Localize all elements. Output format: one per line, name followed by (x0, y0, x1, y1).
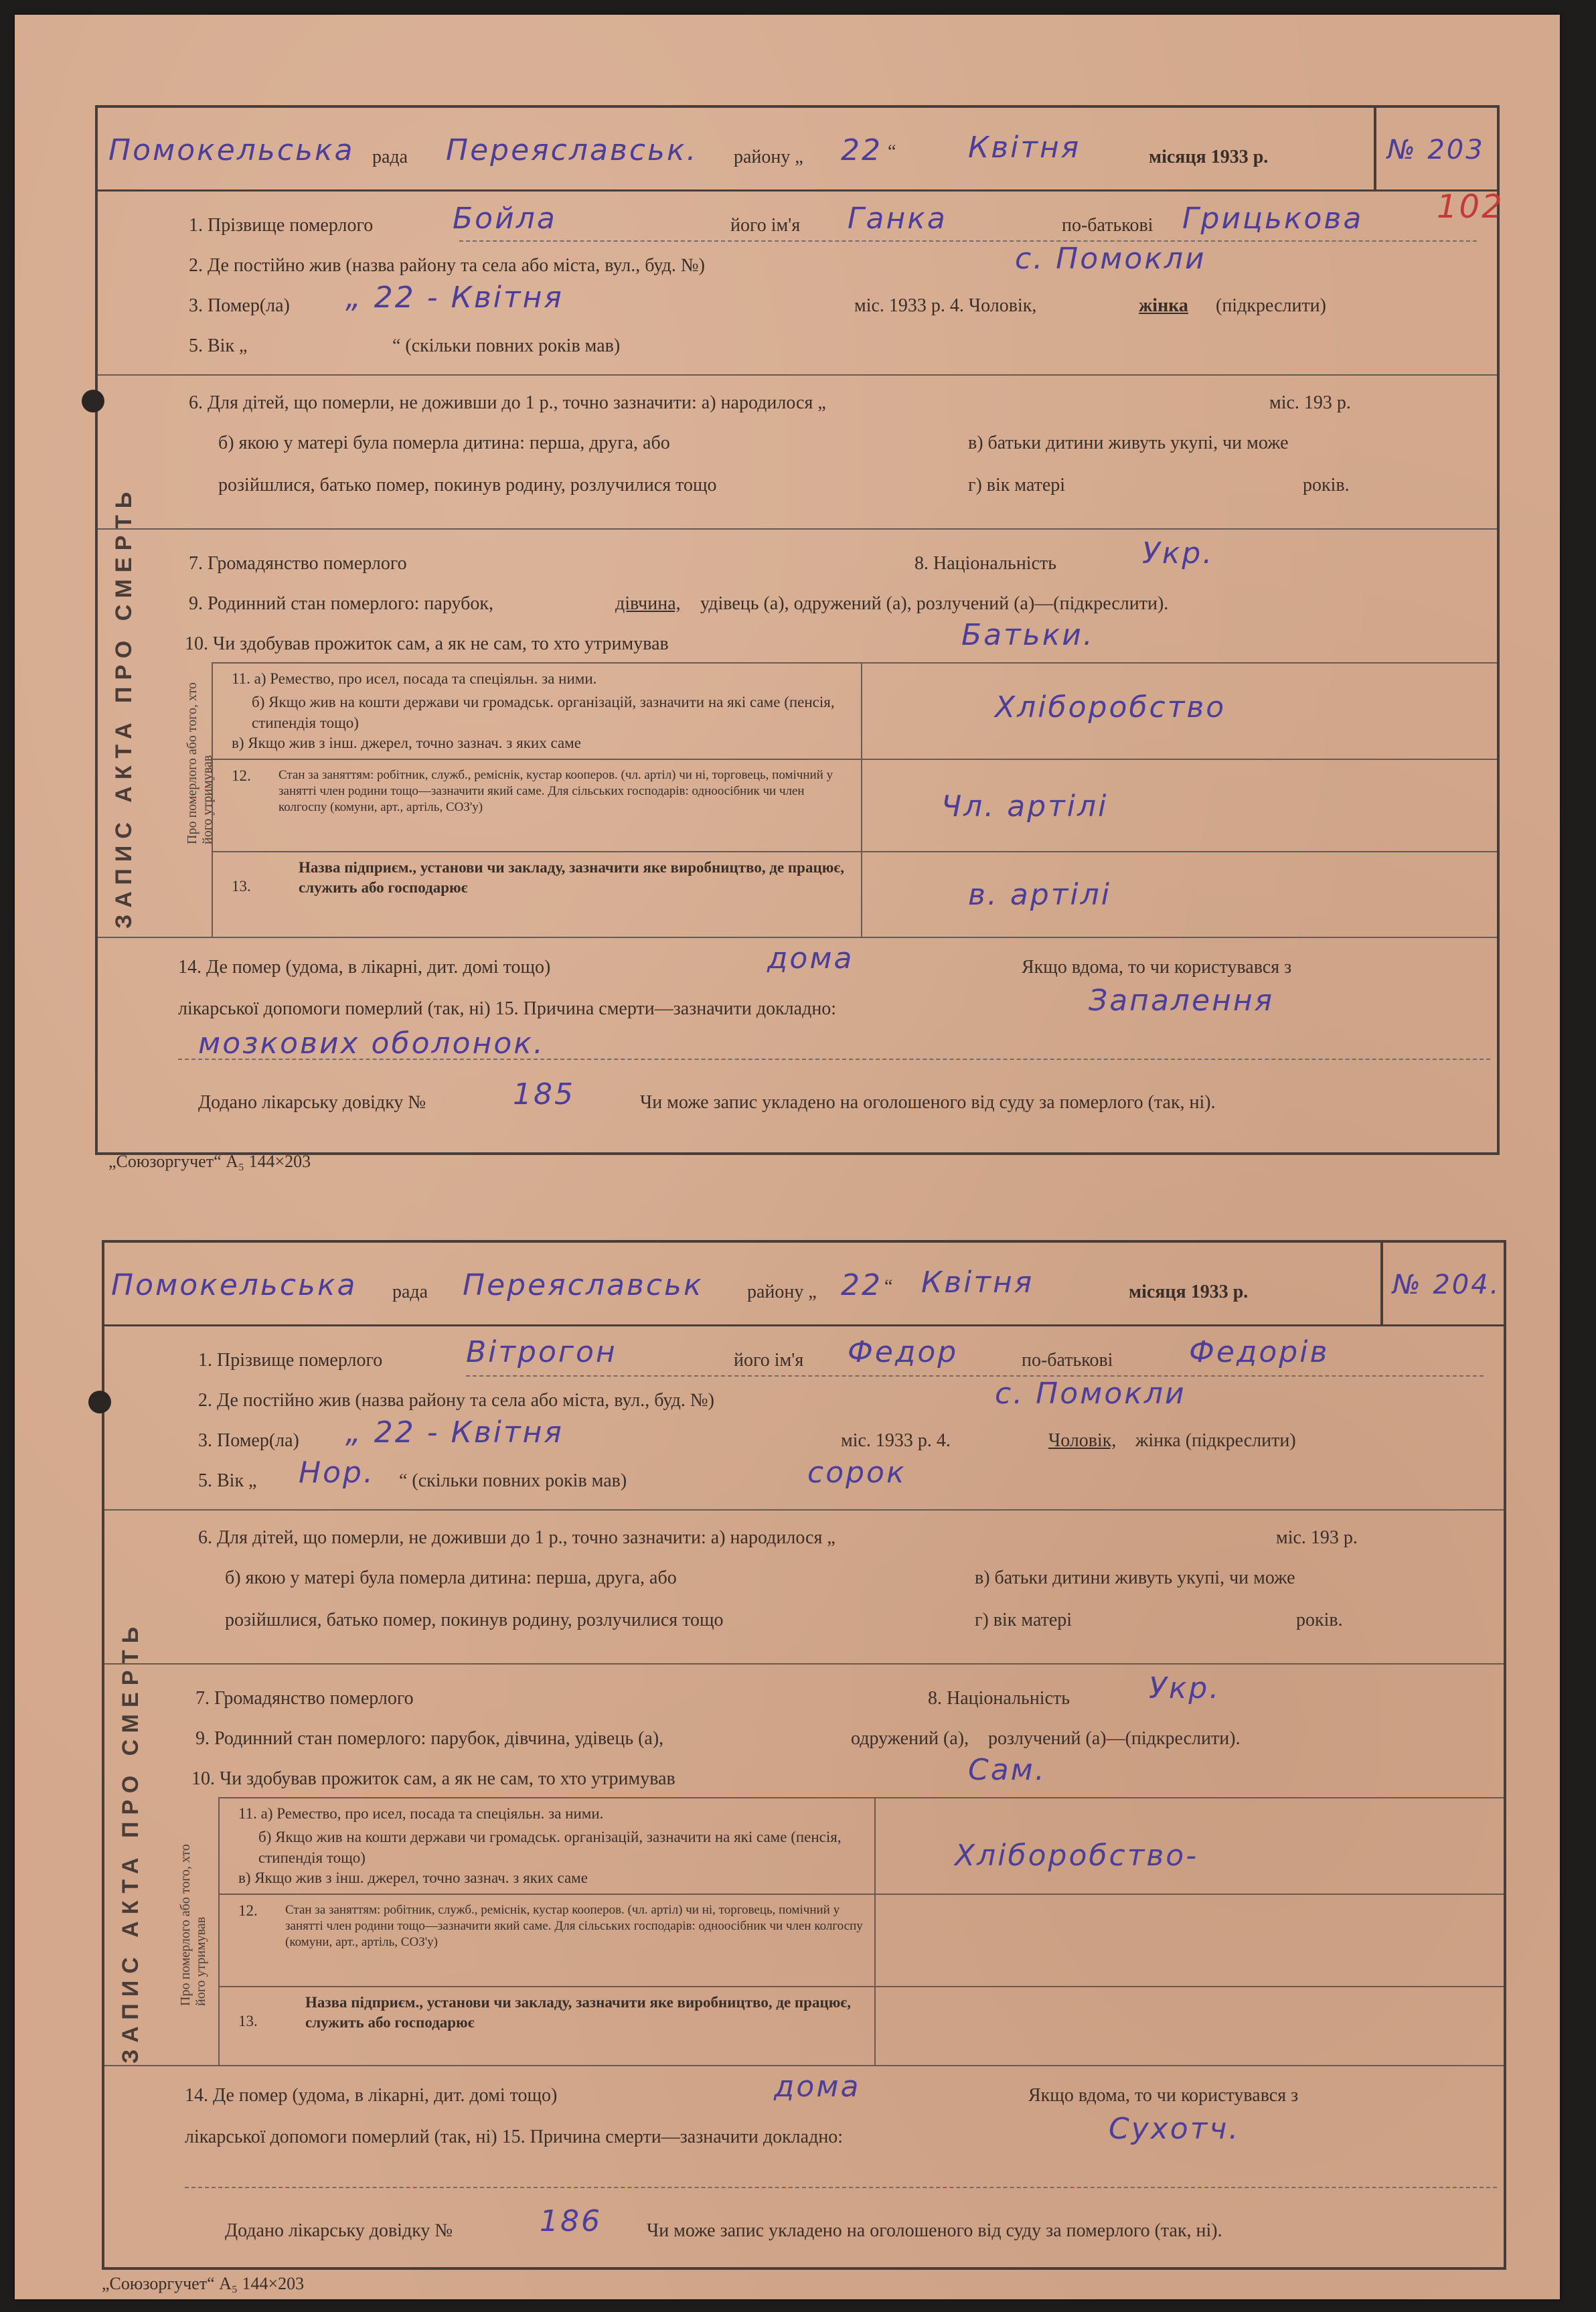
certificate-label: Додано лікарську довідку № (198, 1092, 426, 1113)
first-name: Федор (848, 1335, 959, 1369)
printer-mark: „Союзоргучет“ А₅ 144×203 (102, 2274, 305, 2293)
mother-age-label: г) вік матері (968, 475, 1066, 495)
marital-label: 9. Родинний стан померлого: парубок, дівчина, удівець (а), (195, 1728, 664, 1749)
infant-a-month: міс. 193 р. (1276, 1527, 1358, 1548)
sex-male-underlined: Чоловік, (1048, 1430, 1117, 1451)
age-hint: “ (скільки повних років мав) (399, 1470, 627, 1491)
month: Квітня (921, 1265, 1034, 1300)
died-label: 3. Помер(ла) (198, 1430, 299, 1451)
status-number: 12. (238, 1902, 258, 1919)
certificate-number: 186 (540, 2204, 602, 2238)
status-text: Стан за заняттям: робітник, служб., реміснік, кустар кооперов. (чл. артіл) чи ні, торговець, помічний у занятті член родини тощо—зазначити який саме. Для сільських господарів: одноосібник чи член колгоспу (комуни, арт., артіль, СОЗ'у) (285, 1903, 863, 1949)
citizenship-label: 7. Громадянство померлого (195, 1688, 414, 1709)
record-number: № 204. (1392, 1269, 1501, 1300)
infant-b-label: б) якою у матері була померла дитина: перша, друга, або (218, 433, 670, 453)
nationality-label: 8. Національність (928, 1688, 1070, 1709)
patronymic: Федорів (1189, 1335, 1330, 1369)
infant-c-label: розійшлися, батько помер, покинув родину, розлучилися тощо (218, 475, 717, 495)
archival-sheet (15, 15, 1560, 2299)
rayonu-label: району „ (734, 147, 803, 167)
infant-a-label: 6. Для дітей, що померли, не доживши до 1 р., точно зазначити: а) народилося „ (189, 392, 826, 413)
name-label: його ім'я (730, 215, 801, 236)
infant-b2-label: в) батьки дитини живуть укупі, чи може (968, 433, 1289, 453)
workplace-answer: в. артілі (968, 878, 1111, 912)
supported-by: Сам. (968, 1753, 1046, 1787)
occupation: Хліборобство- (955, 1839, 1199, 1873)
month-year-label: місяця 1933 р. (1129, 1282, 1249, 1302)
supported-by-label: 10. Чи здобував прожиток сам, а як не сам, то хто утримував (191, 1768, 675, 1789)
occupation-a: 11. а) Ремество, про исел, посада та спеціяльн. за ними. (232, 670, 597, 687)
record-number-box (1380, 1243, 1504, 1324)
residence: с. Помокли (1015, 242, 1206, 276)
occupation: Хліборобство (995, 690, 1226, 724)
cause-of-death: Сухотч. (1109, 2112, 1241, 2146)
age-label: 5. Вік „ (198, 1470, 257, 1491)
cause-of-death-cont: мозкових оболонок. (198, 1026, 545, 1061)
form-header (98, 108, 1497, 191)
sex-hint: (підкреслити) (1216, 295, 1326, 316)
side-title: ЗАПИС АКТА ПРО СМЕРТЬ (118, 1620, 143, 2064)
death-record-form-2 (102, 1240, 1506, 2270)
residence: с. Помокли (995, 1377, 1186, 1411)
marital-label: 9. Родинний стан померлого: парубок, (189, 593, 493, 614)
death-place-label: 14. Де помер (удома, в лікарні, дит. домі тощо) (178, 957, 551, 978)
court-label: Чи може запис укладено на оголошеного від суду за померлого (так, ні). (640, 1092, 1216, 1113)
patronymic-label: по-батькові (1022, 1350, 1113, 1371)
nationality: Укр. (1142, 536, 1214, 570)
age-hint: “ (скільки повних років мав) (392, 335, 621, 356)
cause-of-death: Запалення (1089, 984, 1275, 1018)
surname-label: 1. Прізвище померлого (198, 1350, 383, 1371)
status-text: Стан за заняттям: робітник, служб., реміснік, кустар кооперов. (чл. артіл) чи ні, торговець, помічний у занятті член родини тощо—зазначити який саме. Для сільських господарів: одноосібник чи член колгоспу (комуни, арт., артіль, СОЗ'у) (278, 768, 833, 814)
printer-mark: „Союзоргучет“ А₅ 144×203 (108, 1152, 311, 1171)
certificate-number: 185 (513, 1077, 575, 1111)
marital-girl-underlined: дівчина, (615, 593, 681, 614)
day: 22 (841, 133, 882, 167)
death-record-form-1 (95, 105, 1504, 1155)
district-name: Переяславськ. (446, 133, 698, 167)
form-header (104, 1243, 1504, 1326)
age-note: Нор. (299, 1456, 375, 1490)
record-number-box (1374, 108, 1497, 189)
years-label: років. (1303, 475, 1350, 495)
village-council: Помокельська (111, 1268, 357, 1302)
marital-options: розлучений (а)—(підкреслити). (988, 1728, 1241, 1749)
workplace-text: Назва підприєм., установи чи закладу, зазначити яке виробництво, де працює, служить або господарює (299, 859, 844, 896)
mother-age-label: г) вік матері (975, 1610, 1072, 1630)
infant-b-label: б) якою у матері була померла дитина: перша, друга, або (225, 1567, 677, 1588)
age-label: 5. Вік „ (189, 335, 248, 356)
cause-label: лікарської допомоги померлий (так, ні) 15. Причина смерти—зазначити докладно: (178, 998, 837, 1019)
marital-married: одружений (а), (851, 1728, 969, 1749)
village-council: Помокельська (108, 133, 355, 167)
occupation-b: б) Якщо жив на кошти держави чи громадськ. організацій, зазначити на які саме (пенсія, стипендія тощо) (252, 694, 835, 731)
side-title: ЗАПИС АКТА ПРО СМЕРТЬ (111, 485, 137, 929)
age: сорок (807, 1456, 906, 1490)
day: 22 (841, 1268, 882, 1302)
cause-label: лікарської допомоги померлий (так, ні) 15. Причина смерти—зазначити докладно: (185, 2127, 844, 2147)
rada-label: рада (392, 1282, 428, 1302)
infant-c-label: розійшлися, батько помер, покинув родину, розлучилися тощо (225, 1610, 724, 1630)
sex-female-underlined: жінка (1139, 295, 1188, 316)
quote-close: “ (884, 1276, 893, 1297)
district-name: Переяславськ (463, 1268, 704, 1302)
home-care-label: Якщо вдома, то чи користувався з (1022, 957, 1292, 978)
occupation-c: в) Якщо жив з інш. джерел, точно зазнач. з яких саме (238, 1869, 588, 1886)
status-number: 12. (232, 767, 251, 784)
nationality-label: 8. Національність (914, 553, 1057, 574)
red-annotation: 102 (1437, 188, 1504, 226)
status-answer: Чл. артілі (941, 789, 1109, 824)
month-year-label: місяця 1933 р. (1149, 147, 1269, 167)
court-label: Чи може запис укладено на оголошеного від суду за померлого (так, ні). (647, 2220, 1222, 2241)
first-name: Ганка (848, 202, 947, 236)
marital-options: удівець (а), одружений (а), розлучений (а)—(підкреслити). (700, 593, 1169, 614)
record-number: № 203 (1387, 135, 1485, 165)
residence-label: 2. Де постійно жив (назва району та села або міста, вул., буд. №) (189, 255, 705, 276)
occupation-b: б) Якщо жив на кошти держави чи громадськ. організацій, зазначити на які саме (пенсія, стипендія тощо) (258, 1829, 842, 1866)
patronymic: Грицькова (1182, 202, 1364, 236)
quote-close: “ (888, 141, 896, 162)
death-place: дома (774, 2070, 861, 2104)
supported-by-label: 10. Чи здобував прожиток сам, а як не сам, то хто утримував (185, 633, 669, 654)
died-month-label: міс. 1933 р. 4. Чоловік, (854, 295, 1037, 316)
sex-hint: жінка (підкреслити) (1135, 1430, 1296, 1451)
surname: Бойла (453, 202, 557, 236)
punch-hole (88, 1391, 111, 1413)
residence-label: 2. Де постійно жив (назва району та села або міста, вул., буд. №) (198, 1390, 714, 1411)
surname-label: 1. Прізвище померлого (189, 215, 374, 236)
occupation-c: в) Якщо жив з інш. джерел, точно зазнач. з яких саме (232, 735, 581, 751)
years-label: років. (1296, 1610, 1343, 1630)
supported-by: Батьки. (961, 618, 1095, 652)
infant-a-month: міс. 193 р. (1269, 392, 1351, 413)
nationality: Укр. (1149, 1671, 1221, 1705)
punch-hole (82, 390, 104, 412)
infant-a-label: 6. Для дітей, що померли, не доживши до 1 р., точно зазначити: а) народилося „ (198, 1527, 835, 1548)
workplace-text: Назва підприєм., установи чи закладу, зазначити яке виробництво, де працює, служить або господарює (305, 1994, 851, 2031)
died-label: 3. Помер(ла) (189, 295, 290, 316)
citizenship-label: 7. Громадянство померлого (189, 553, 407, 574)
infant-b2-label: в) батьки дитини живуть укупі, чи може (975, 1567, 1295, 1588)
rada-label: рада (372, 147, 408, 167)
surname: Вітрогон (466, 1335, 617, 1369)
died-month-label: міс. 1933 р. 4. (841, 1430, 951, 1451)
death-place-label: 14. Де помер (удома, в лікарні, дит. домі тощо) (185, 2085, 558, 2106)
certificate-label: Додано лікарську довідку № (225, 2220, 453, 2241)
death-date: „ 22 - Квітня (345, 281, 564, 315)
month: Квітня (968, 131, 1081, 165)
home-care-label: Якщо вдома, то чи користувався з (1028, 2085, 1299, 2106)
death-place: дома (767, 941, 854, 976)
occupation-a: 11. а) Ремество, про исел, посада та спеціяльн. за ними. (238, 1805, 604, 1822)
rayonu-label: району „ (747, 1282, 817, 1302)
side-subtitle: Про померлого або того, хто його утримував (178, 1844, 208, 2006)
workplace-number: 13. (238, 2013, 258, 2029)
death-date: „ 22 - Квітня (345, 1415, 564, 1450)
workplace-number: 13. (232, 878, 251, 895)
patronymic-label: по-батькові (1062, 215, 1153, 236)
name-label: його ім'я (734, 1350, 804, 1371)
side-subtitle: Про померлого або того, хто його утримував (185, 682, 215, 844)
